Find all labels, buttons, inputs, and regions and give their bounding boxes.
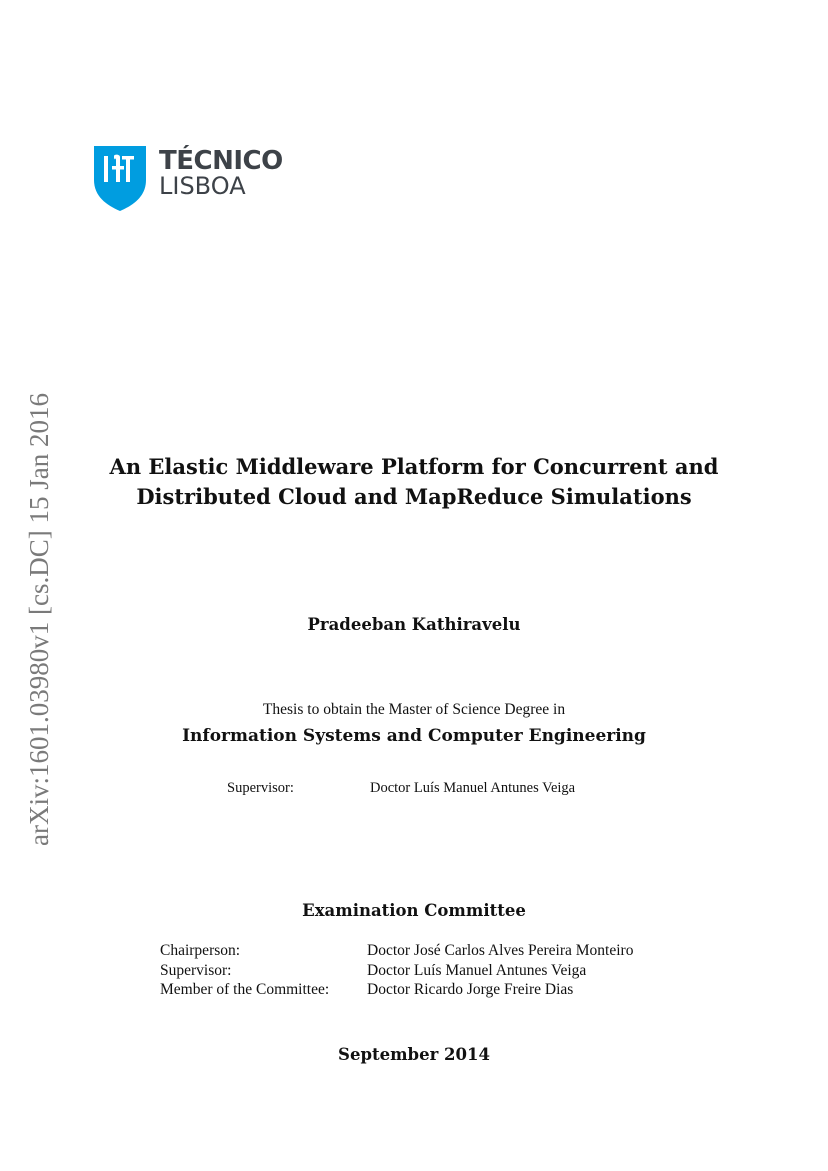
supervisor-label: Supervisor: [227, 780, 294, 796]
arxiv-identifier-stamp: arXiv:1601.03980v1 [cs.DC] 15 Jan 2016 [24, 393, 54, 846]
submission-date: September 2014 [338, 1045, 490, 1064]
degree-name: Information Systems and Computer Engineering [182, 726, 646, 746]
thesis-title-line2: Distributed Cloud and MapReduce Simulations [136, 484, 692, 509]
author-name: Pradeeban Kathiravelu [307, 615, 521, 634]
institution-logo [92, 144, 283, 214]
committee-role: Supervisor: [160, 962, 232, 979]
committee-member-name: Doctor José Carlos Alves Pereira Monteiro [367, 942, 634, 959]
supervisor-name: Doctor Luís Manuel Antunes Veiga [370, 780, 576, 796]
logo-wordmark-line1: TÉCNICO [159, 146, 283, 176]
ist-shield-icon [92, 144, 148, 212]
thesis-statement: Thesis to obtain the Master of Science Degree in [262, 701, 566, 718]
committee-member-name: Doctor Luís Manuel Antunes Veiga [367, 962, 587, 979]
logo-wordmark-line2: LISBOA [159, 172, 246, 200]
thesis-title [0, 452, 828, 512]
committee-role: Chairperson: [160, 942, 241, 959]
committee-heading: Examination Committee [302, 901, 526, 920]
committee-member-name: Doctor Ricardo Jorge Freire Dias [367, 981, 574, 998]
committee-role: Member of the Committee: [160, 981, 330, 998]
thesis-title-line1: An Elastic Middleware Platform for Concurrent and [109, 454, 719, 479]
